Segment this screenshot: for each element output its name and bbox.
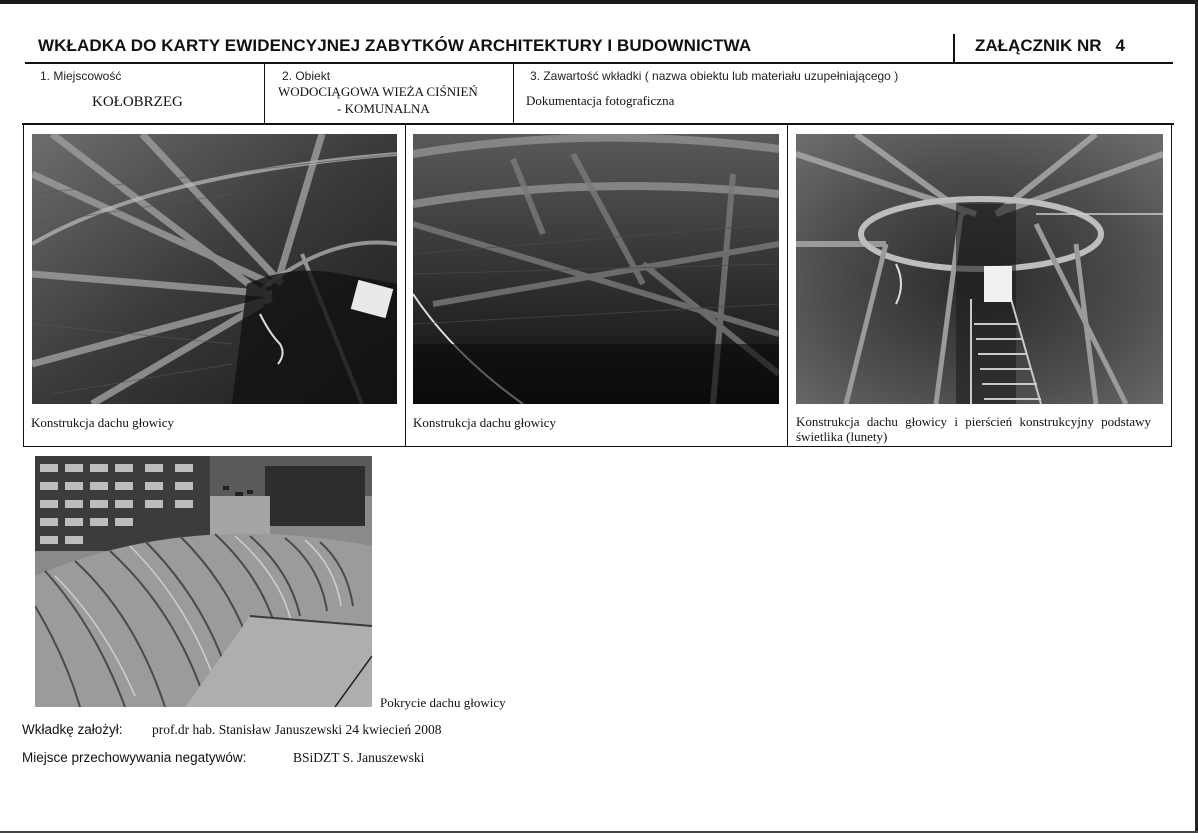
grid-right-border xyxy=(1171,124,1172,447)
annex-label: ZAŁĄCZNIK NR xyxy=(975,36,1102,55)
annex-heading xyxy=(975,36,1125,56)
photo-caption-1: Konstrukcja dachu głowicy xyxy=(31,415,174,430)
storage-value: BSiDZT S. Januszewski xyxy=(293,750,425,765)
photo-caption-4: Pokrycie dachu głowicy xyxy=(380,695,506,710)
grid-left-border xyxy=(23,124,24,447)
photo-roof-covering xyxy=(35,456,372,707)
locality-value: KOŁOBRZEG xyxy=(92,94,183,110)
author-label: Wkładkę założył: xyxy=(22,722,123,737)
contents-label: 3. Zawartość wkładki ( nazwa obiektu lub materiału uzupełniającego ) xyxy=(530,69,899,83)
title-rule xyxy=(25,62,1173,64)
photo-caption-2: Konstrukcja dachu głowicy xyxy=(413,415,556,430)
photo-roof-structure-3 xyxy=(796,134,1163,404)
annex-number: 4 xyxy=(1115,36,1126,55)
title-divider xyxy=(953,34,955,62)
storage-label: Miejsce przechowywania negatywów: xyxy=(22,750,247,765)
grid-divider-2 xyxy=(787,124,788,447)
grid-bottom-border xyxy=(23,446,1172,447)
scan-edge-top xyxy=(0,0,1198,4)
photo-caption-3: Konstrukcja dachu głowicy i pierścień konstrukcyjny podstawy świetlika (lunety) xyxy=(796,414,1151,444)
photo-roof-structure-2 xyxy=(413,134,779,404)
sheet-title: WKŁADKA DO KARTY EWIDENCYJNEJ ZABYTKÓW ARCHITEKTURY I BUDOWNICTWA xyxy=(38,36,752,55)
author-value: prof.dr hab. Stanisław Januszewski 24 kwiecień 2008 xyxy=(152,722,442,737)
object-value-line2: - KOMUNALNA xyxy=(337,101,430,116)
object-label: 2. Obiekt xyxy=(282,69,331,83)
grid-divider-1 xyxy=(405,124,406,447)
photo-roof-structure-1 xyxy=(32,134,397,404)
fields-bottom-rule xyxy=(22,123,1174,125)
object-value-line1: WODOCIĄGOWA WIEŻA CIŚNIEŃ xyxy=(278,84,478,99)
locality-label: 1. Miejscowość xyxy=(40,69,122,83)
field-divider-1 xyxy=(264,63,265,124)
field-divider-2 xyxy=(513,63,514,124)
contents-value: Dokumentacja fotograficzna xyxy=(526,93,675,108)
